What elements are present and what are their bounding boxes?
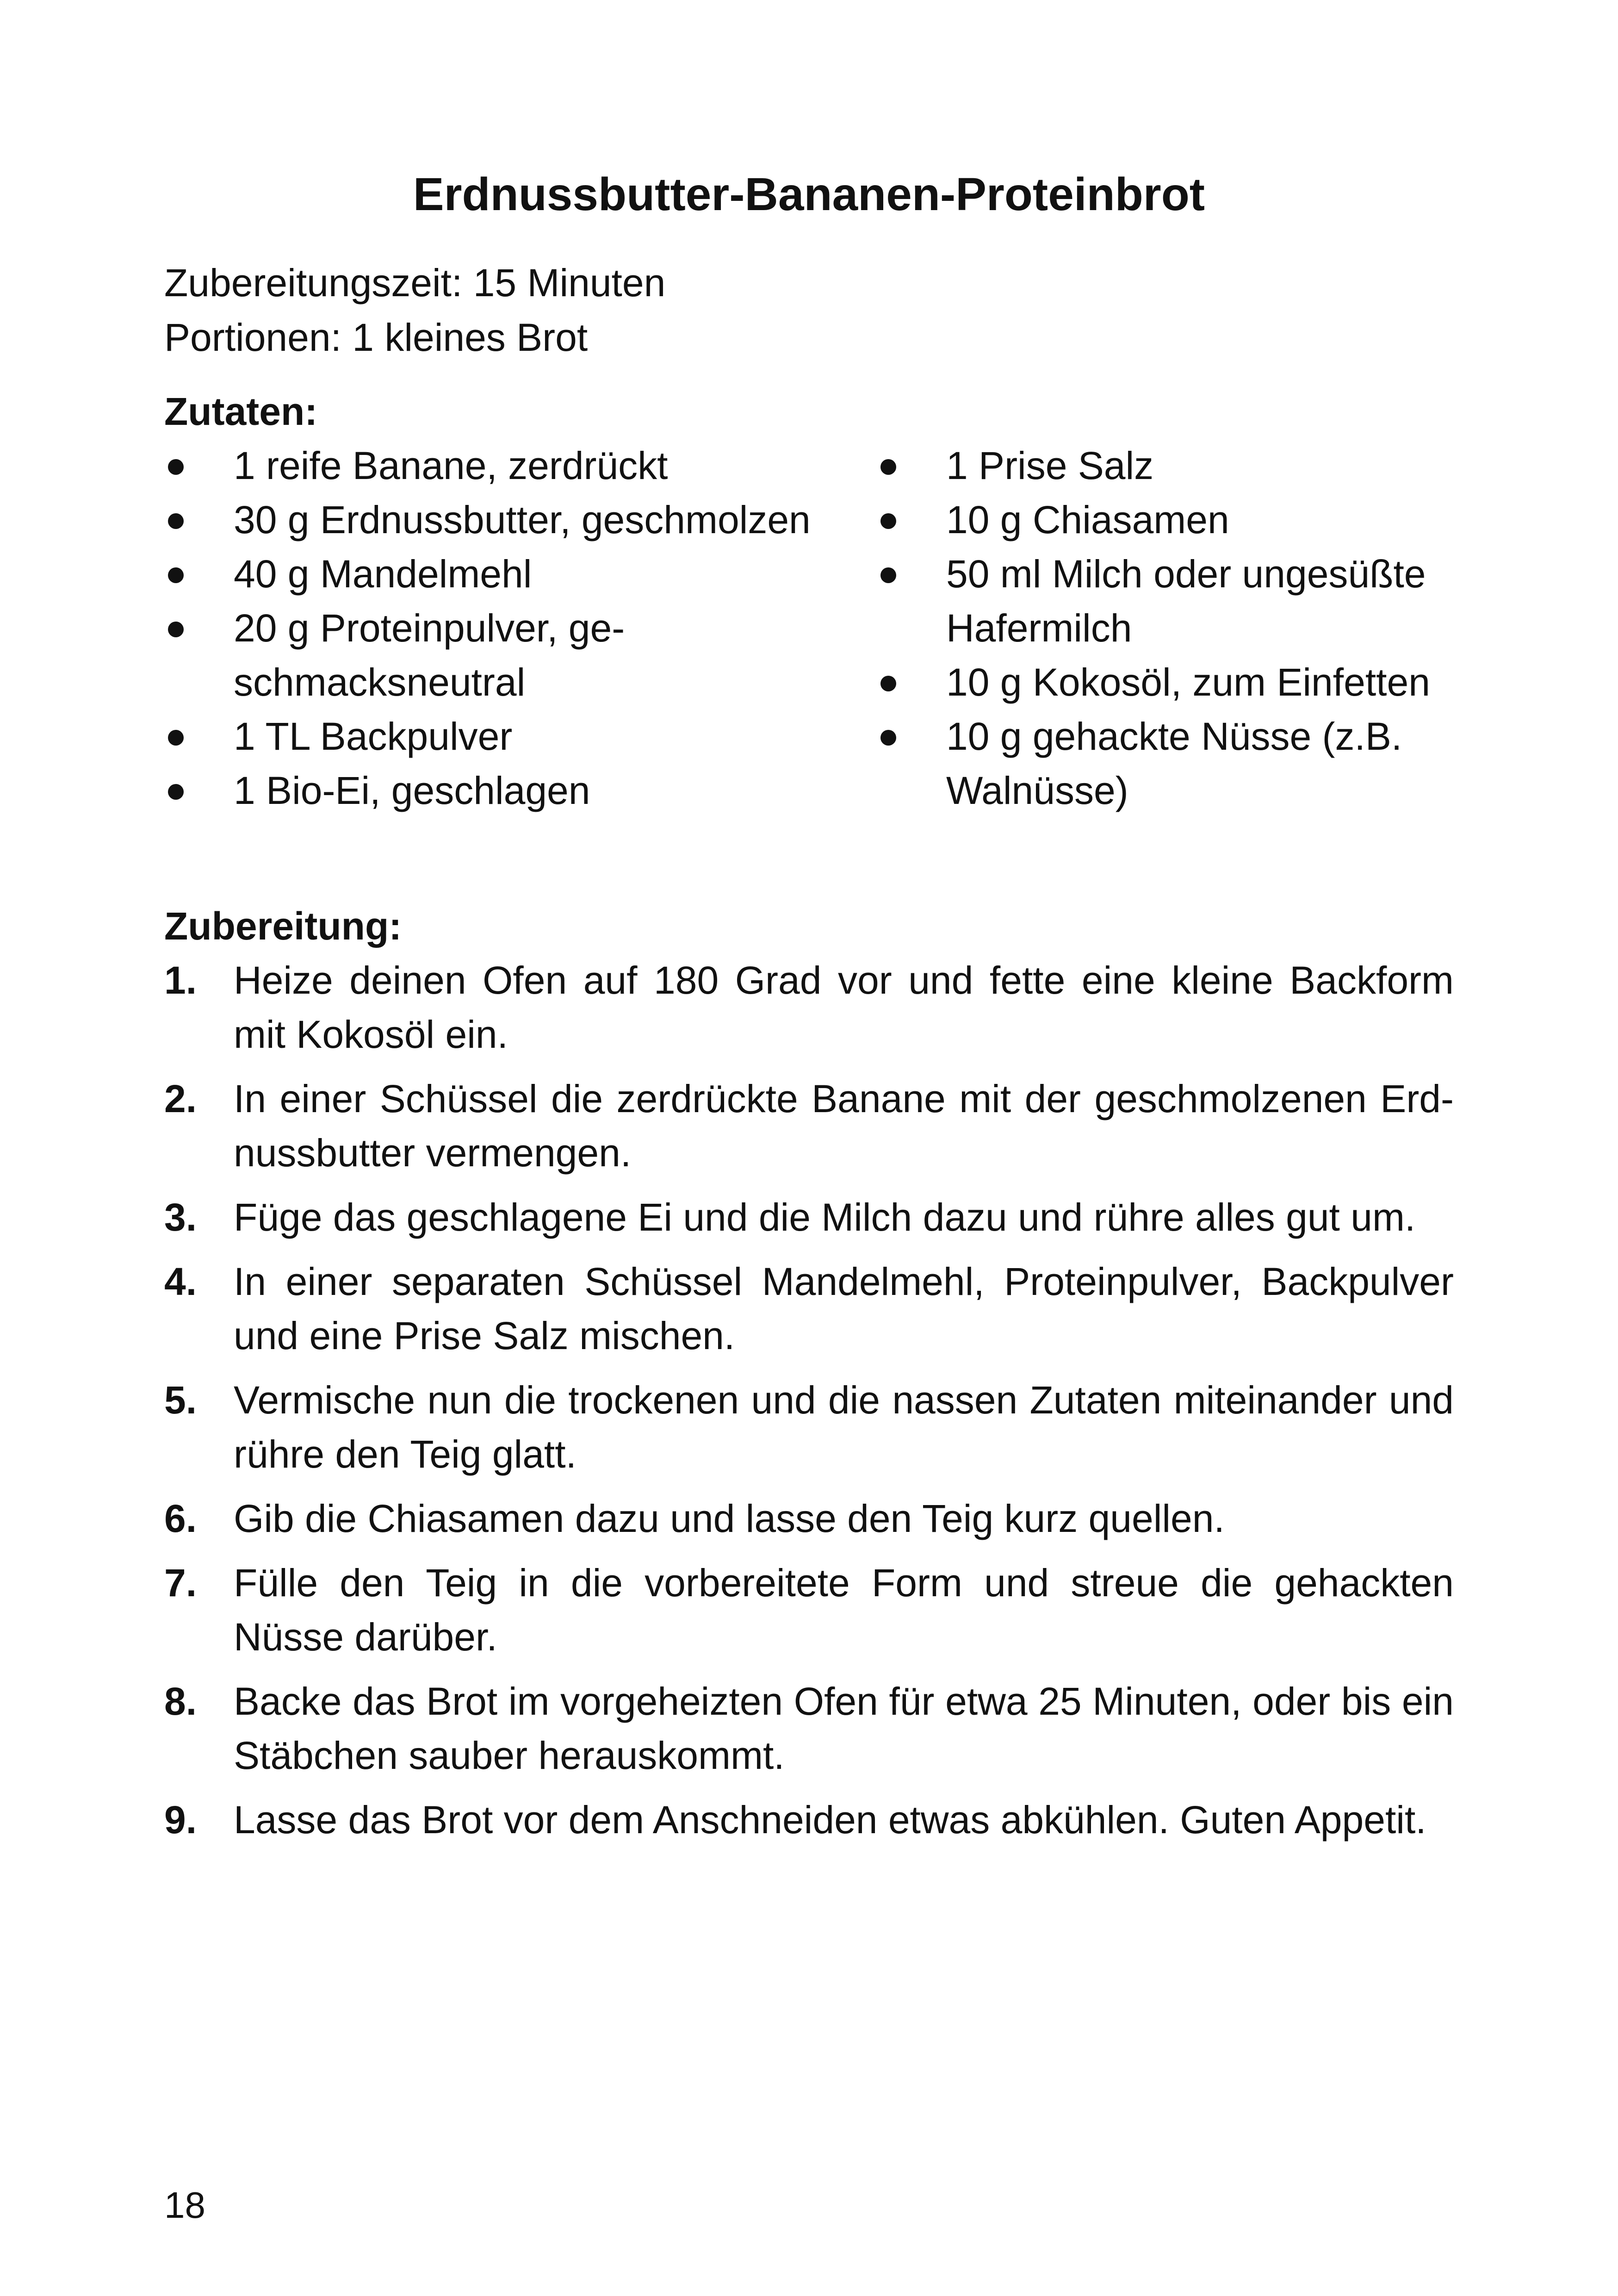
ingredient-text: 40 g Mandelmehl [234, 552, 532, 596]
bullet-icon [880, 730, 896, 746]
step-text: Gib die Chiasamen dazu und lasse den Teig kurz quellen. [234, 1497, 1225, 1540]
step-text: Heize deinen Ofen auf 180 Grad vor und fette eine kleine Backform mit Kokosöl ein. [234, 958, 1454, 1056]
ingredient-text: 10 g gehackte Nüsse (z.B. Walnüsse) [946, 715, 1402, 812]
ingredient-text: 1 Bio-Ei, geschlagen [234, 769, 590, 812]
ingredient-text: 50 ml Milch oder ungesüßte Hafermilch [946, 552, 1426, 650]
step-number: 7. [164, 1561, 197, 1605]
prep-time: Zubereitungszeit: 15 Minuten [164, 261, 666, 305]
preparation-step [164, 1373, 1454, 1481]
bullet-icon [880, 459, 896, 475]
step-number: 3. [164, 1195, 197, 1239]
preparation-heading: Zubereitung: [164, 904, 402, 948]
step-number: 2. [164, 1077, 197, 1120]
step-text: Fülle den Teig in die vorbereitete Form und streue die gehackten Nüsse darüber. [234, 1561, 1454, 1659]
step-text: Backe das Brot im vorgeheizten Ofen für etwa 25 Minuten, oder bis ein Stäbchen sauber herauskommt. [234, 1680, 1454, 1777]
ingredients-list-left [164, 439, 858, 818]
preparation-step [164, 1492, 1454, 1546]
bullet-icon [880, 513, 896, 529]
ingredient-item [164, 709, 858, 764]
servings: Portionen: 1 kleines Brot [164, 316, 588, 359]
bullet-icon [880, 567, 896, 583]
ingredient-item [164, 547, 858, 601]
ingredients-heading: Zutaten: [164, 390, 318, 433]
bullet-icon [168, 784, 184, 800]
ingredient-text: 10 g Chiasamen [946, 498, 1229, 541]
preparation-step [164, 953, 1454, 1062]
ingredient-item [877, 547, 1478, 655]
preparation-steps [164, 953, 1454, 1857]
bullet-icon [168, 622, 184, 637]
preparation-step [164, 1190, 1454, 1244]
step-text: In einer Schüssel die zerdrückte Banane mit der geschmolzenen Erdnussbutter vermengen. [234, 1077, 1454, 1175]
preparation-step [164, 1255, 1454, 1363]
step-text: Lasse das Brot vor dem Anschneiden etwas abkühlen. Guten Appetit. [234, 1798, 1426, 1842]
page-number: 18 [164, 2184, 205, 2226]
step-text: In einer separaten Schüssel Mandelmehl, Proteinpulver, Backpulver und eine Prise Salz mischen. [234, 1260, 1454, 1357]
step-number: 4. [164, 1260, 197, 1303]
ingredient-text: 30 g Erdnussbutter, geschmolzen [234, 498, 811, 541]
ingredient-item [877, 709, 1478, 818]
bullet-icon [168, 513, 184, 529]
ingredient-text: 1 TL Backpulver [234, 715, 513, 758]
ingredients-list-right [877, 439, 1478, 818]
step-text: Vermische nun die trockenen und die nassen Zutaten miteinander und rühre den Teig glatt. [234, 1378, 1454, 1476]
step-number: 1. [164, 958, 197, 1002]
ingredient-text: 20 g Proteinpulver, geschmacksneutral [234, 606, 625, 704]
recipe-meta [164, 255, 665, 365]
ingredient-item [877, 655, 1478, 709]
recipe-title: Erdnussbutter-Bananen-Proteinbrot [413, 168, 1205, 220]
bullet-icon [168, 459, 184, 475]
step-number: 9. [164, 1798, 197, 1842]
ingredient-text: 1 Prise Salz [946, 444, 1154, 487]
step-number: 5. [164, 1378, 197, 1422]
ingredient-item [164, 764, 858, 818]
preparation-step [164, 1793, 1454, 1847]
preparation-step [164, 1556, 1454, 1664]
bullet-icon [880, 676, 896, 691]
step-number: 6. [164, 1497, 197, 1540]
preparation-step [164, 1674, 1454, 1783]
ingredient-text: 10 g Kokosöl, zum Einfetten [946, 660, 1430, 704]
bullet-icon [168, 567, 184, 583]
bullet-icon [168, 730, 184, 746]
ingredient-item [877, 439, 1478, 493]
ingredient-text: 1 reife Banane, zerdrückt [234, 444, 668, 487]
preparation-step [164, 1072, 1454, 1180]
ingredient-item [164, 601, 858, 709]
ingredient-item [164, 439, 858, 493]
step-number: 8. [164, 1680, 197, 1723]
ingredient-item [877, 493, 1478, 547]
step-text: Füge das geschlagene Ei und die Milch dazu und rühre alles gut um. [234, 1195, 1416, 1239]
ingredient-item [164, 493, 858, 547]
